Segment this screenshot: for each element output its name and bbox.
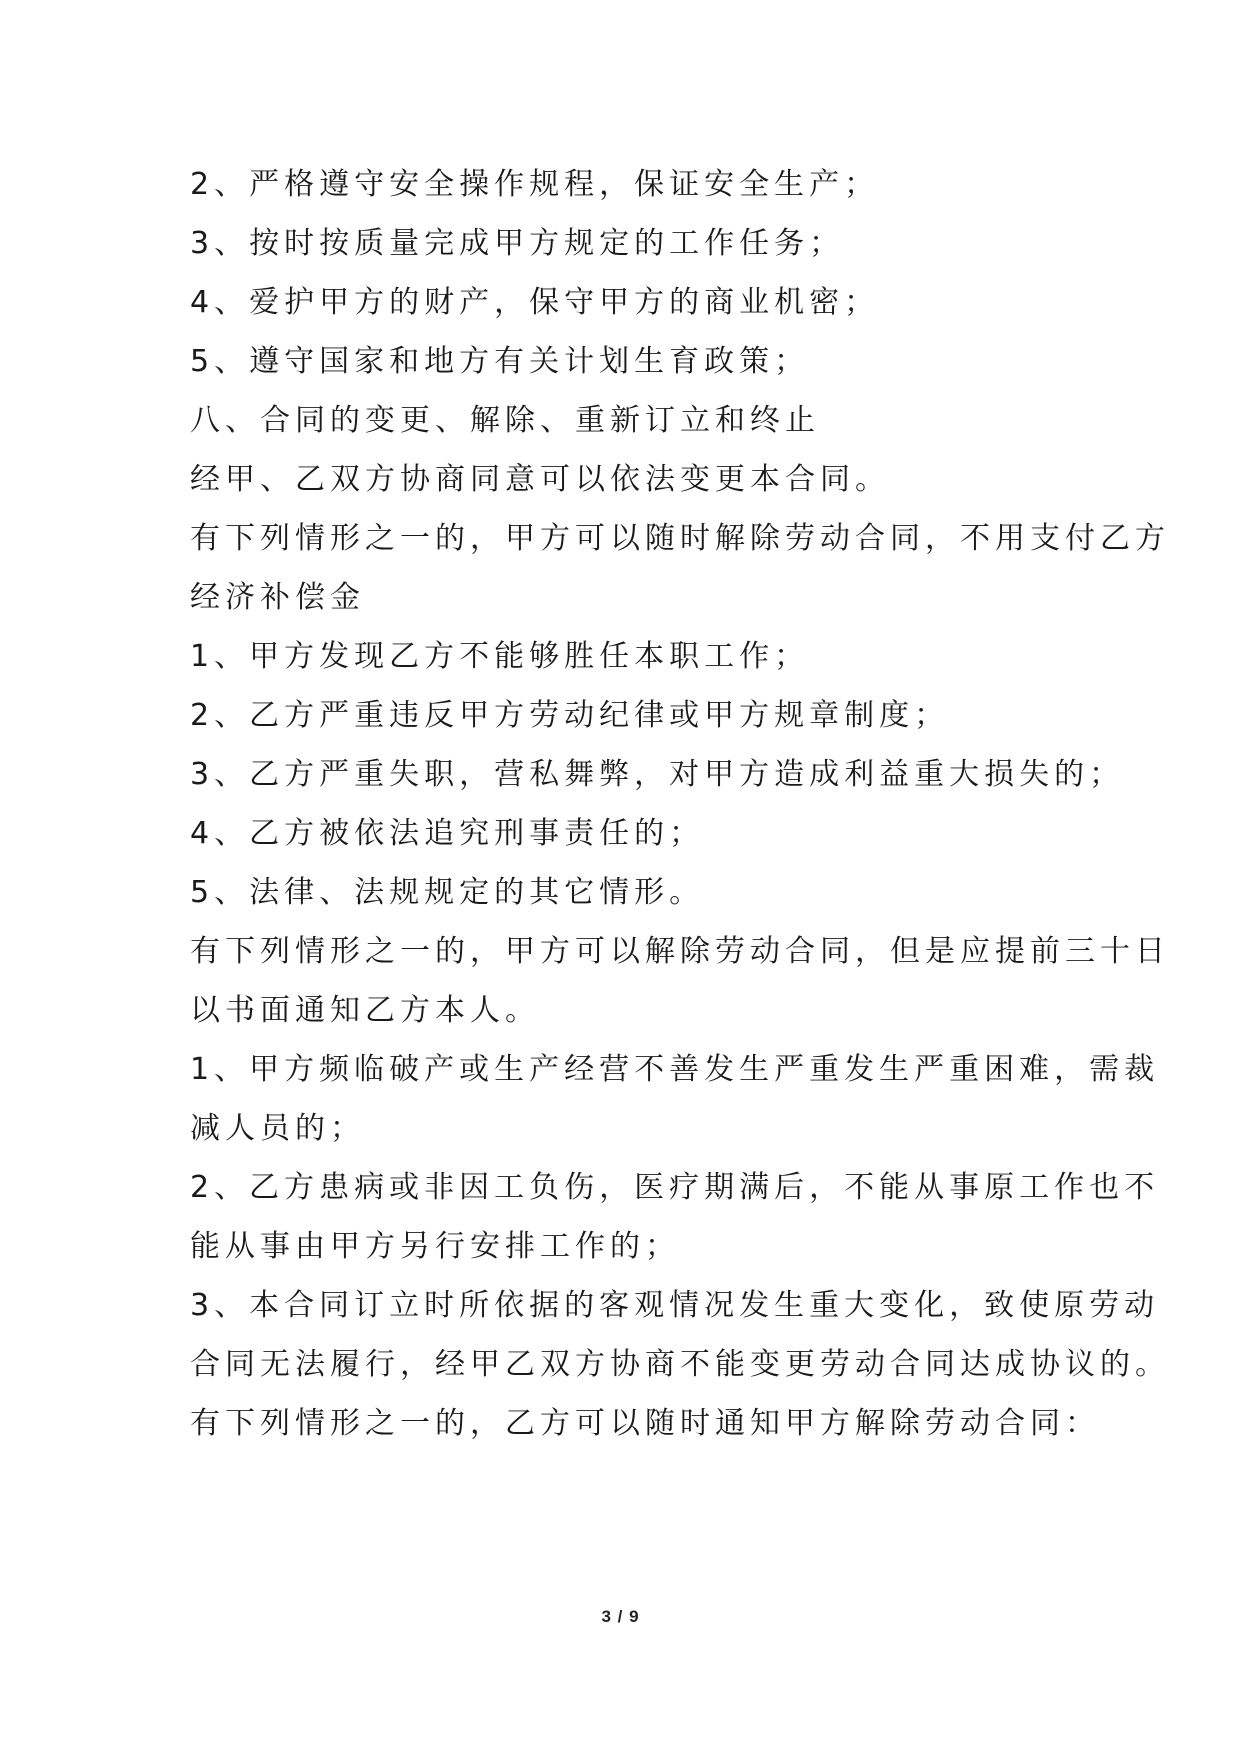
body-line: 减人员的；	[190, 1111, 365, 1146]
body-line: 经甲、乙双方协商同意可以依法变更本合同。	[190, 462, 890, 497]
body-line: 5、遵守国家和地方有关计划生育政策；	[190, 344, 810, 379]
body-line: 有下列情形之一的，甲方可以解除劳动合同，但是应提前三十日	[190, 934, 1170, 969]
body-line: 2、严格遵守安全操作规程，保证安全生产；	[190, 167, 880, 202]
section-heading: 八、合同的变更、解除、重新订立和终止	[190, 403, 820, 438]
body-line: 4、爱护甲方的财产，保守甲方的商业机密；	[190, 285, 880, 320]
body-line: 2、乙方患病或非因工负伤，医疗期满后，不能从事原工作也不	[190, 1170, 1160, 1205]
body-line: 有下列情形之一的，甲方可以随时解除劳动合同，不用支付乙方	[190, 521, 1170, 556]
body-line: 3、乙方严重失职，营私舞弊，对甲方造成利益重大损失的；	[190, 757, 1125, 792]
body-line: 3、按时按质量完成甲方规定的工作任务；	[190, 226, 845, 261]
body-line: 5、法律、法规规定的其它情形。	[190, 875, 705, 910]
body-line: 2、乙方严重违反甲方劳动纪律或甲方规章制度；	[190, 698, 950, 733]
body-line: 4、乙方被依法追究刑事责任的；	[190, 816, 705, 851]
body-line: 合同无法履行，经甲乙双方协商不能变更劳动合同达成协议的。	[190, 1347, 1170, 1382]
body-line: 有下列情形之一的，乙方可以随时通知甲方解除劳动合同：	[190, 1406, 1100, 1441]
body-line: 1、甲方频临破产或生产经营不善发生严重发生严重困难，需裁	[190, 1052, 1160, 1087]
page-number: 3 / 9	[601, 1607, 640, 1626]
body-line: 1、甲方发现乙方不能够胜任本职工作；	[190, 639, 810, 674]
body-line: 能从事由甲方另行安排工作的；	[190, 1229, 680, 1264]
body-line: 以书面通知乙方本人。	[190, 993, 540, 1028]
body-line: 3、本合同订立时所依据的客观情况发生重大变化，致使原劳动	[190, 1288, 1160, 1323]
body-line: 经济补偿金	[190, 580, 365, 615]
